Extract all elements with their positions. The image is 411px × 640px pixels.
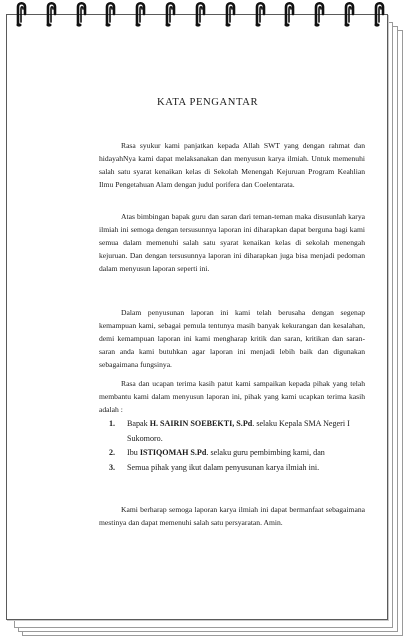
list-suffix: Semua pihak yang ikut dalam penyusunan karya ilmiah ini.	[127, 462, 320, 472]
person-name: ISTIQOMAH S.Pd	[139, 448, 207, 458]
thanks-list	[109, 417, 367, 475]
spiral-ring-icon	[312, 0, 326, 28]
list-number: 2.	[109, 448, 116, 458]
list-number: 3.	[109, 462, 116, 472]
list-suffix: . selaku guru pembimbing kami, dan	[206, 448, 325, 458]
paragraph-4: Rasa dan ucapan terima kasih patut kami sampaikan kepada pihak yang telah membantu kami dalam menyusun laporan ini, pihak yang kami ucapkan terima kasih adalah :	[99, 379, 365, 415]
closing-paragraph: Kami berharap semoga laporan karya ilmiah ini dapat bermanfaat sebagaimana mestinya dan dapat memenuhi salah satu persyaratan. Amin.	[99, 505, 365, 528]
notebook-page	[6, 14, 388, 620]
spiral-ring-icon	[342, 0, 356, 28]
spiral-ring-icon	[14, 0, 28, 28]
spiral-ring-icon	[223, 0, 237, 28]
person-name: H. SAIRIN SOEBEKTI, S.Pd	[149, 419, 253, 428]
list-suffix: . selaku Kepala SMA Negeri I Sukomoro.	[127, 419, 350, 443]
paragraph-3: Dalam penyusunan laporan ini kami telah berusaha dengan segenap kemampuan kami, sebagai pemula tentunya masih banyak kekurangan dan kesalahan, demi kemampuan laporan ini kami mengharap kritik dan saran, kritikan dan saran-saran anda kami butuhkan agar laporan ini menjadi lebih baik dan digunakan sebagaimana fungsinya.	[99, 308, 365, 370]
spiral-ring-icon	[372, 0, 386, 28]
list-prefix: Bapak	[127, 419, 150, 428]
paragraph-1: Rasa syukur kami panjatkan kepada Allah SWT yang dengan rahmat dan hidayahNya kami dapat melaksanakan dan menyusun karya ilmiah. Untuk memenuhi salah satu syarat kenaikan kelas di Sekolah Menengah Kejuruan Program Keahlian Ilmu Pengetahuan Alam dengan judul porifera dan Coelentarata.	[99, 141, 365, 190]
spiral-ring-icon	[74, 0, 88, 28]
spiral-ring-icon	[44, 0, 58, 28]
spiral-ring-icon	[103, 0, 117, 28]
spiral-ring-icon	[282, 0, 296, 28]
list-item	[109, 461, 367, 476]
spiral-ring-icon	[253, 0, 267, 28]
page-title: KATA PENGANTAR	[157, 97, 259, 108]
list-prefix: Ibu	[127, 448, 140, 458]
spiral-ring-icon	[133, 0, 147, 28]
list-item	[109, 446, 367, 461]
spiral-binding	[14, 0, 386, 28]
list-item	[109, 417, 367, 446]
list-number: 1.	[109, 419, 116, 428]
paragraph-2: Atas bimbingan bapak guru dan saran dari teman-teman maka disusunlah karya ilmiah ini semoga dengan tersusunnya laporan ini diharapkan dapat berguna bagi kami semua dalam memenuhi salah satu syarat kenaikan kelas di sekolah menengah kejuruan. Dan dengan tersusunnya laporan ini diharapkan juga bisa menjadi pedoman dalam menyusun laporan seperti ini.	[99, 212, 365, 274]
spiral-ring-icon	[193, 0, 207, 28]
spiral-ring-icon	[163, 0, 177, 28]
